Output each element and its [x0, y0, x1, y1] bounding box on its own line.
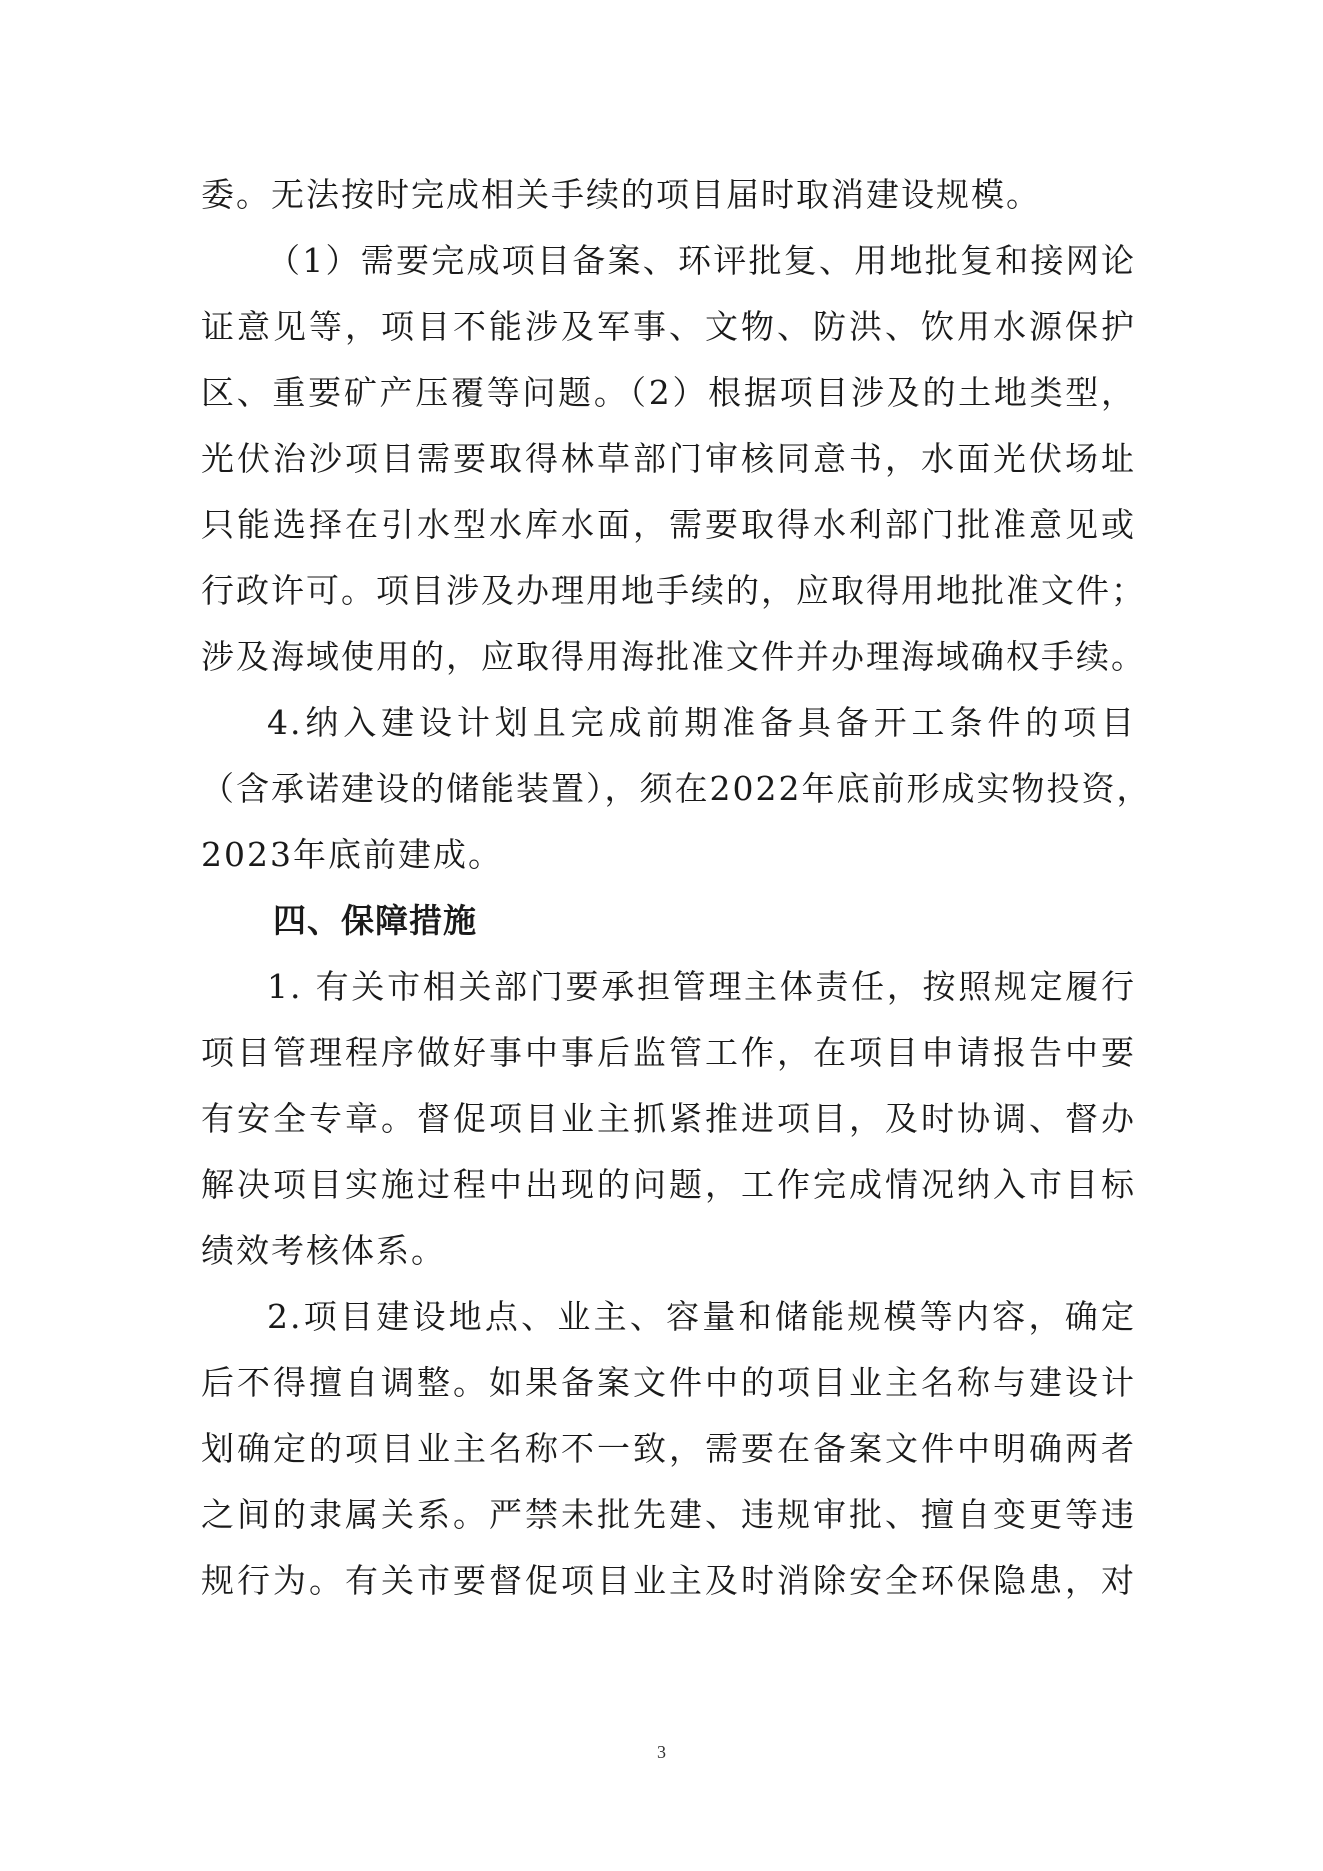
text-line: 委。无法按时完成相关手续的项目届时取消建设规模。: [201, 175, 1041, 214]
text-line: 绩效考核体系。: [201, 1231, 446, 1270]
paragraph-item-4: [201, 690, 1152, 888]
text-line: 证意见等，项目不能涉及军事、文物、防洪、饮用水源保护: [201, 307, 1136, 346]
text-line: 2023年底前建成。: [201, 835, 503, 874]
paragraph-measure-2: [201, 1284, 1136, 1614]
paragraph-requirements: [201, 228, 1146, 690]
text-line: 行政许可。项目涉及办理用地手续的，应取得用地批准文件；: [201, 571, 1146, 610]
text-line: 后不得擅自调整。如果备案文件中的项目业主名称与建设计: [201, 1363, 1136, 1402]
text-line: 光伏治沙项目需要取得林草部门审核同意书，水面光伏场址: [201, 439, 1136, 478]
page-number: 3: [657, 1742, 666, 1762]
text-line: 只能选择在引水型水库水面，需要取得水利部门批准意见或: [201, 505, 1136, 544]
section-heading: [201, 888, 1136, 954]
body-text: [201, 162, 1152, 1614]
text-line: 1. 有关市相关部门要承担管理主体责任，按照规定履行: [267, 967, 1136, 1006]
text-line: 划确定的项目业主名称不一致，需要在备案文件中明确两者: [201, 1429, 1136, 1468]
text-line: 之间的隶属关系。严禁未批先建、违规审批、擅自变更等违: [201, 1495, 1136, 1534]
text-line: 解决项目实施过程中出现的问题，工作完成情况纳入市目标: [201, 1165, 1136, 1204]
text-line: 涉及海域使用的，应取得用海批准文件并办理海域确权手续。: [201, 637, 1146, 676]
paragraph-continuation: [201, 162, 1136, 228]
text-line: 4.纳入建设计划且完成前期准备具备开工条件的项目: [267, 703, 1136, 742]
heading-text: 四、保障措施: [273, 901, 477, 940]
text-line: （1）需要完成项目备案、环评批复、用地批复和接网论: [267, 241, 1136, 280]
text-line: （含承诺建设的储能装置），须在2022年底前形成实物投资，: [201, 769, 1152, 808]
text-line: 2.项目建设地点、业主、容量和储能规模等内容，确定: [267, 1297, 1136, 1336]
text-line: 区、重要矿产压覆等问题。（2）根据项目涉及的土地类型，: [201, 373, 1136, 412]
paragraph-measure-1: [201, 954, 1136, 1284]
text-line: 规行为。有关市要督促项目业主及时消除安全环保隐患，对: [201, 1561, 1136, 1600]
text-line: 项目管理程序做好事中事后监管工作，在项目申请报告中要: [201, 1033, 1136, 1072]
text-line: 有安全专章。督促项目业主抓紧推进项目，及时协调、督办: [201, 1099, 1136, 1138]
